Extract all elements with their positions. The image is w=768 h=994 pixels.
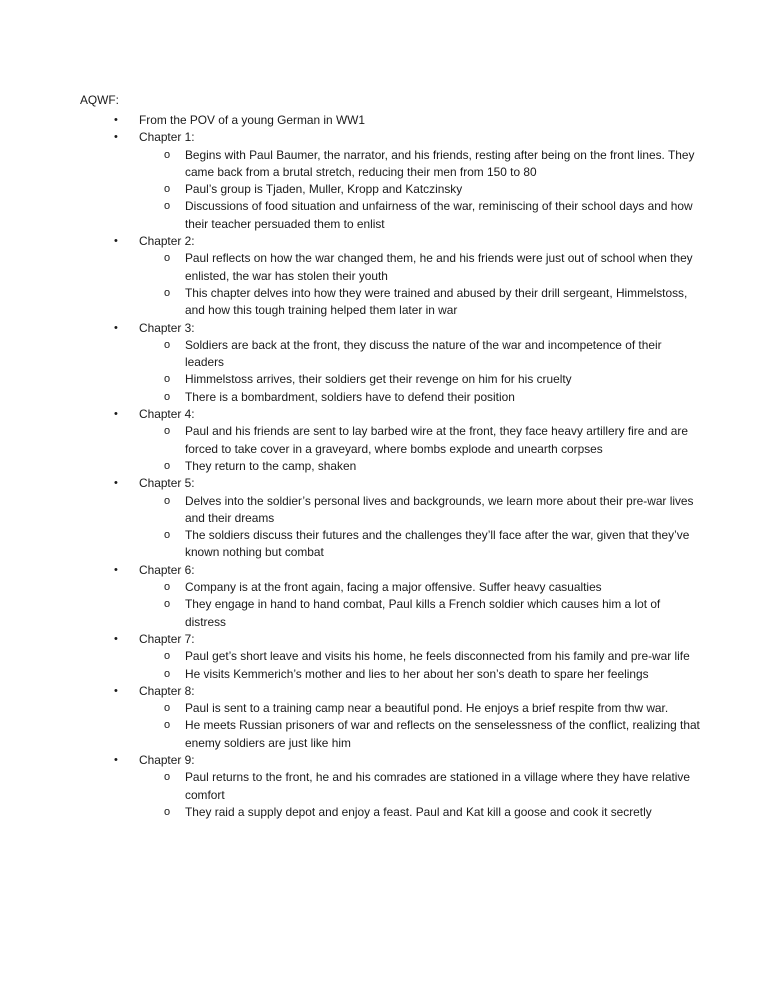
- sub-list-item-text: The soldiers discuss their futures and the challenges they’ll face after the war, given that they’ve known nothing but combat: [185, 528, 690, 560]
- bullet-icon: •: [114, 753, 118, 766]
- hollow-bullet-icon: o: [164, 390, 171, 403]
- list-item-text: Chapter 9:: [139, 752, 195, 767]
- list-item: [0, 233, 700, 319]
- sub-list-item: [0, 666, 700, 683]
- sub-list: [139, 579, 700, 631]
- sub-list-item: [0, 648, 700, 665]
- sub-list: [139, 648, 700, 683]
- hollow-bullet-icon: o: [164, 650, 171, 663]
- sub-list-item-text: Himmelstoss arrives, their soldiers get their revenge on him for his cruelty: [185, 372, 572, 387]
- list-item: [0, 752, 700, 821]
- list-item-text: From the POV of a young German in WW1: [139, 113, 366, 127]
- sub-list-item-text: They raid a supply depot and enjoy a feast. Paul and Kat kill a goose and cook it secretly: [185, 804, 652, 819]
- sub-list-item: [0, 804, 700, 821]
- sub-list-item: [0, 337, 700, 372]
- sub-list: [139, 250, 700, 319]
- sub-list-item-text: Soldiers are back at the front, they discuss the nature of the war and incompetence of their leaders: [185, 337, 662, 370]
- hollow-bullet-icon: o: [164, 200, 171, 213]
- hollow-bullet-icon: o: [164, 286, 171, 299]
- hollow-bullet-icon: o: [164, 719, 171, 732]
- list-item-text: Chapter 3:: [139, 320, 195, 335]
- sub-list-item: [0, 769, 700, 804]
- hollow-bullet-icon: o: [164, 148, 171, 161]
- hollow-bullet-icon: o: [164, 771, 171, 784]
- sub-list-item: [0, 527, 700, 562]
- list-item: [0, 112, 700, 129]
- bullet-icon: •: [114, 684, 118, 697]
- hollow-bullet-icon: o: [164, 183, 171, 196]
- sub-list-item: [0, 285, 700, 320]
- list-item-text: Chapter 2:: [139, 234, 195, 249]
- sub-list-item-text: There is a bombardment, soldiers have to defend their position: [185, 389, 515, 404]
- sub-list-item: [0, 181, 700, 198]
- list-item-text: Chapter 5:: [139, 476, 195, 491]
- sub-list-item-text: Paul get’s short leave and visits his home, he feels disconnected from his family and pre-war life: [185, 649, 690, 664]
- hollow-bullet-icon: o: [164, 702, 171, 715]
- bullet-icon: •: [114, 477, 118, 490]
- hollow-bullet-icon: o: [164, 373, 171, 386]
- list-item: [0, 683, 700, 752]
- list-item-text: Chapter 1:: [139, 130, 195, 145]
- sub-list-item-text: Paul returns to the front, he and his comrades are stationed in a village where they have relative comfort: [185, 770, 690, 802]
- hollow-bullet-icon: o: [164, 338, 171, 351]
- sub-list-item: [0, 493, 700, 528]
- sub-list: [139, 700, 700, 752]
- hollow-bullet-icon: o: [164, 598, 171, 611]
- list-item: [0, 320, 700, 406]
- sub-list-item: [0, 717, 700, 752]
- bullet-icon: •: [114, 408, 118, 421]
- list-item: [0, 475, 700, 561]
- hollow-bullet-icon: o: [164, 459, 171, 472]
- sub-list-item-text: Begins with Paul Baumer, the narrator, and his friends, resting after being on the front lines. They came back from a brutal stretch, reducing their men from 150 to 80: [185, 147, 695, 179]
- sub-list-item: [0, 147, 700, 182]
- bullet-icon: •: [114, 131, 118, 144]
- sub-list-item-text: They engage in hand to hand combat, Paul kills a French soldier which causes him a lot of distress: [185, 597, 661, 629]
- sub-list-item-text: Paul reflects on how the war changed them, he and his friends were just out of school when they enlisted, the war has stolen their youth: [185, 251, 693, 283]
- hollow-bullet-icon: o: [164, 667, 171, 680]
- sub-list-item-text: This chapter delves into how they were trained and abused by their drill sergeant, Himmelstoss, and how this tough training helped them later in war: [185, 285, 688, 318]
- hollow-bullet-icon: o: [164, 805, 171, 818]
- sub-list: [139, 337, 700, 406]
- sub-list: [139, 147, 700, 233]
- sub-list-item: [0, 389, 700, 406]
- sub-list: [139, 769, 700, 821]
- hollow-bullet-icon: o: [164, 529, 171, 542]
- sub-list-item-text: Company is at the front again, facing a major offensive. Suffer heavy casualties: [185, 580, 602, 595]
- sub-list: [139, 423, 700, 475]
- bullet-icon: •: [114, 632, 118, 645]
- bullet-icon: •: [114, 235, 118, 248]
- list-item: [0, 406, 700, 475]
- sub-list-item-text: They return to the camp, shaken: [185, 458, 357, 473]
- list-item: [0, 129, 700, 233]
- sub-list-item: [0, 371, 700, 388]
- sub-list-item-text: Paul and his friends are sent to lay barbed wire at the front, they face heavy artillery fire and are forced to take cover in a graveyard, where bombs explode and unearth corpses: [185, 424, 688, 456]
- list-item-text: Chapter 4:: [139, 407, 195, 422]
- list-item-text: Chapter 8:: [139, 683, 195, 698]
- notes-list: [0, 112, 700, 821]
- list-item: [0, 562, 700, 631]
- hollow-bullet-icon: o: [164, 425, 171, 438]
- list-item: [0, 631, 700, 683]
- sub-list-item-text: Delves into the soldier’s personal lives and backgrounds, we learn more about their pre-war lives and their dreams: [185, 493, 694, 525]
- sub-list-item: [0, 198, 700, 233]
- bullet-icon: •: [114, 563, 118, 576]
- sub-list-item: [0, 458, 700, 475]
- hollow-bullet-icon: o: [164, 494, 171, 507]
- sub-list-item: [0, 579, 700, 596]
- sub-list-item: [0, 596, 700, 631]
- bullet-icon: •: [114, 321, 118, 334]
- bullet-icon: •: [114, 114, 118, 126]
- document-heading: AQWF:: [80, 93, 119, 107]
- sub-list-item: [0, 700, 700, 717]
- sub-list-item-text: Discussions of food situation and unfairness of the war, reminiscing of their school days and how their teacher persuaded them to enlist: [185, 199, 693, 231]
- sub-list-item-text: He visits Kemmerich’s mother and lies to her about her son’s death to spare her feelings: [185, 666, 649, 681]
- list-item-text: Chapter 6:: [139, 562, 195, 577]
- sub-list-item-text: Paul’s group is Tjaden, Muller, Kropp and Katczinsky: [185, 182, 463, 197]
- sub-list: [139, 493, 700, 562]
- sub-list-item-text: He meets Russian prisoners of war and reflects on the senselessness of the conflict, realizing that enemy soldiers are just like him: [185, 718, 700, 750]
- hollow-bullet-icon: o: [164, 581, 171, 594]
- sub-list-item: [0, 250, 700, 285]
- sub-list-item: [0, 423, 700, 458]
- hollow-bullet-icon: o: [164, 252, 171, 265]
- list-item-text: Chapter 7:: [139, 631, 195, 646]
- sub-list-item-text: Paul is sent to a training camp near a beautiful pond. He enjoys a brief respite from thw war.: [185, 701, 669, 716]
